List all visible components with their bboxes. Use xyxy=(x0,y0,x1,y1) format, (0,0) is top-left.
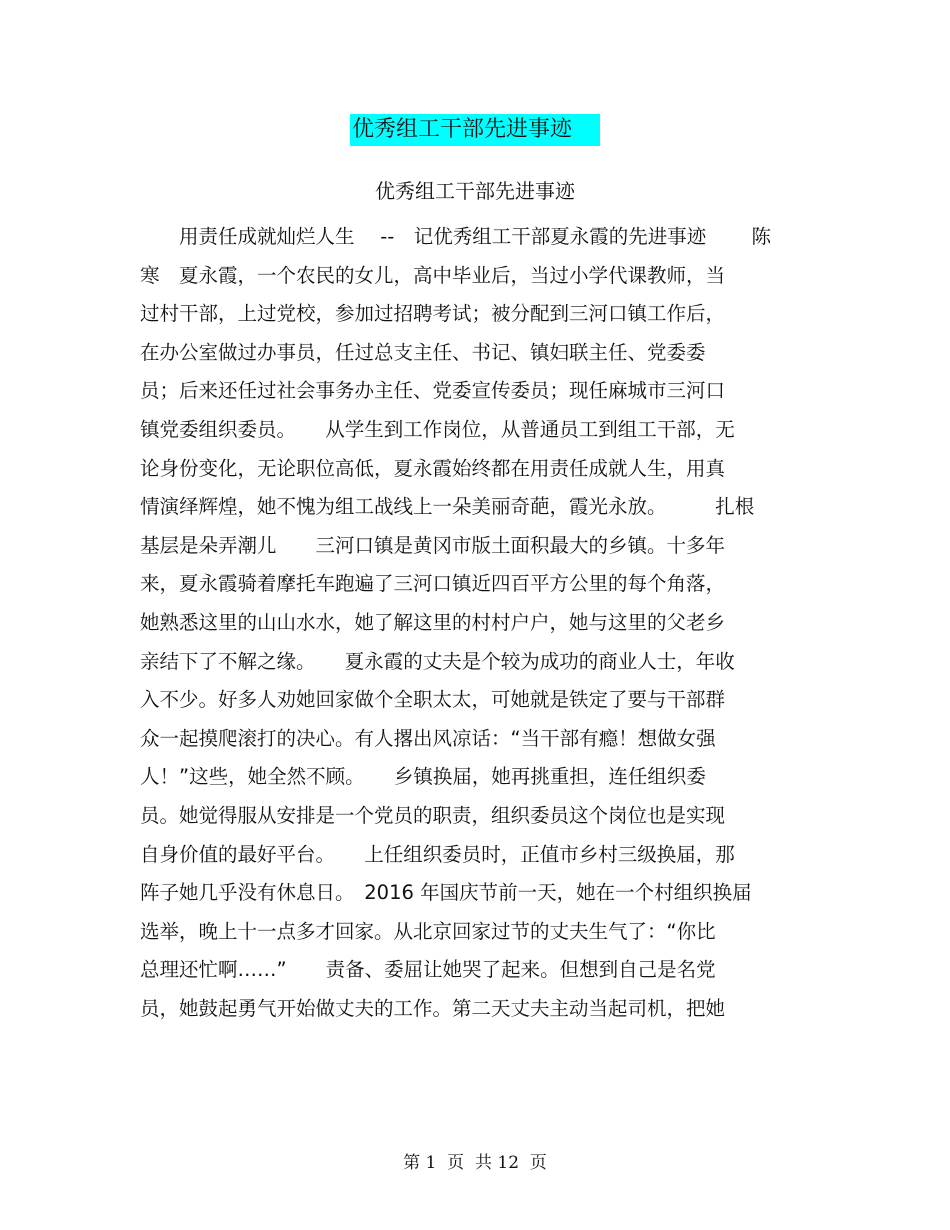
text-line: 用责任成就灿烂人生 -- 记优秀组工干部夏永霞的先进事迹 陈 xyxy=(140,225,771,248)
text-line: 员；后来还任过社会事务办主任、党委宣传委员；现任麻城市三河口 xyxy=(140,379,726,403)
text-line: 过村干部，上过党校，参加过招聘考试；被分配到三河口镇工作后， xyxy=(140,302,726,326)
text-line: 员。她觉得服从安排是一个党员的职责，组织委员这个岗位也是实现 xyxy=(140,803,726,827)
text-line: 在办公室做过办事员，任过总支主任、书记、镇妇联主任、党委委 xyxy=(140,340,706,364)
text-line: 自身价值的最好平台。 上任组织委员时，正值市乡村三级换届，那 xyxy=(140,842,735,866)
text-line: 寒 夏永霞，一个农民的女儿，高中毕业后，当过小学代课教师，当 xyxy=(140,263,726,287)
document-title: 优秀组工干部先进事迹 xyxy=(350,114,600,146)
body-text xyxy=(140,218,820,1028)
text-line: 员，她鼓起勇气开始做丈夫的工作。第二天丈夫主动当起司机，把她 xyxy=(140,996,726,1020)
text-line: 选举，晚上十一点多才回家。从北京回家过节的丈夫生气了：“你比 xyxy=(140,919,716,943)
text-line: 总理还忙啊……” 责备、委屈让她哭了起来。但想到自己是名党 xyxy=(140,958,716,982)
title-container xyxy=(0,114,950,146)
text-line: 亲结下了不解之缘。 夏永霞的丈夫是个较为成功的商业人士，年收 xyxy=(140,649,735,673)
text-line: 镇党委组织委员。 从学生到工作岗位，从普通员工到组工干部，无 xyxy=(140,417,735,441)
page-footer: 第 1 页 共 12 页 xyxy=(403,1153,547,1173)
text-line: 她熟悉这里的山山水水，她了解这里的村村户户，她与这里的父老乡 xyxy=(140,610,726,634)
text-line: 众一起摸爬滚打的决心。有人撂出风凉话：“当干部有瘾！想做女强 xyxy=(140,726,716,750)
text-line: 人！”这些，她全然不顾。 乡镇换届，她再挑重担，连任组织委 xyxy=(140,765,706,789)
document-subtitle: 优秀组工干部先进事迹 xyxy=(375,179,575,203)
text-line: 阵子她几乎没有休息日。 2016 年国庆节前一天，她在一个村组织换届 xyxy=(140,881,752,905)
text-line: 来，夏永霞骑着摩托车跑遍了三河口镇近四百平方公里的每个角落， xyxy=(140,572,726,596)
text-line: 基层是朵弄潮儿 三河口镇是黄冈市版土面积最大的乡镇。十多年 xyxy=(140,533,726,557)
text-line: 情演绎辉煌，她不愧为组工战线上一朵美丽奇葩，霞光永放。 扎根 xyxy=(140,495,755,519)
text-line: 论身份变化，无论职位高低，夏永霞始终都在用责任成就人生，用真 xyxy=(140,456,726,480)
text-line: 入不少。好多人劝她回家做个全职太太，可她就是铁定了要与干部群 xyxy=(140,688,726,712)
